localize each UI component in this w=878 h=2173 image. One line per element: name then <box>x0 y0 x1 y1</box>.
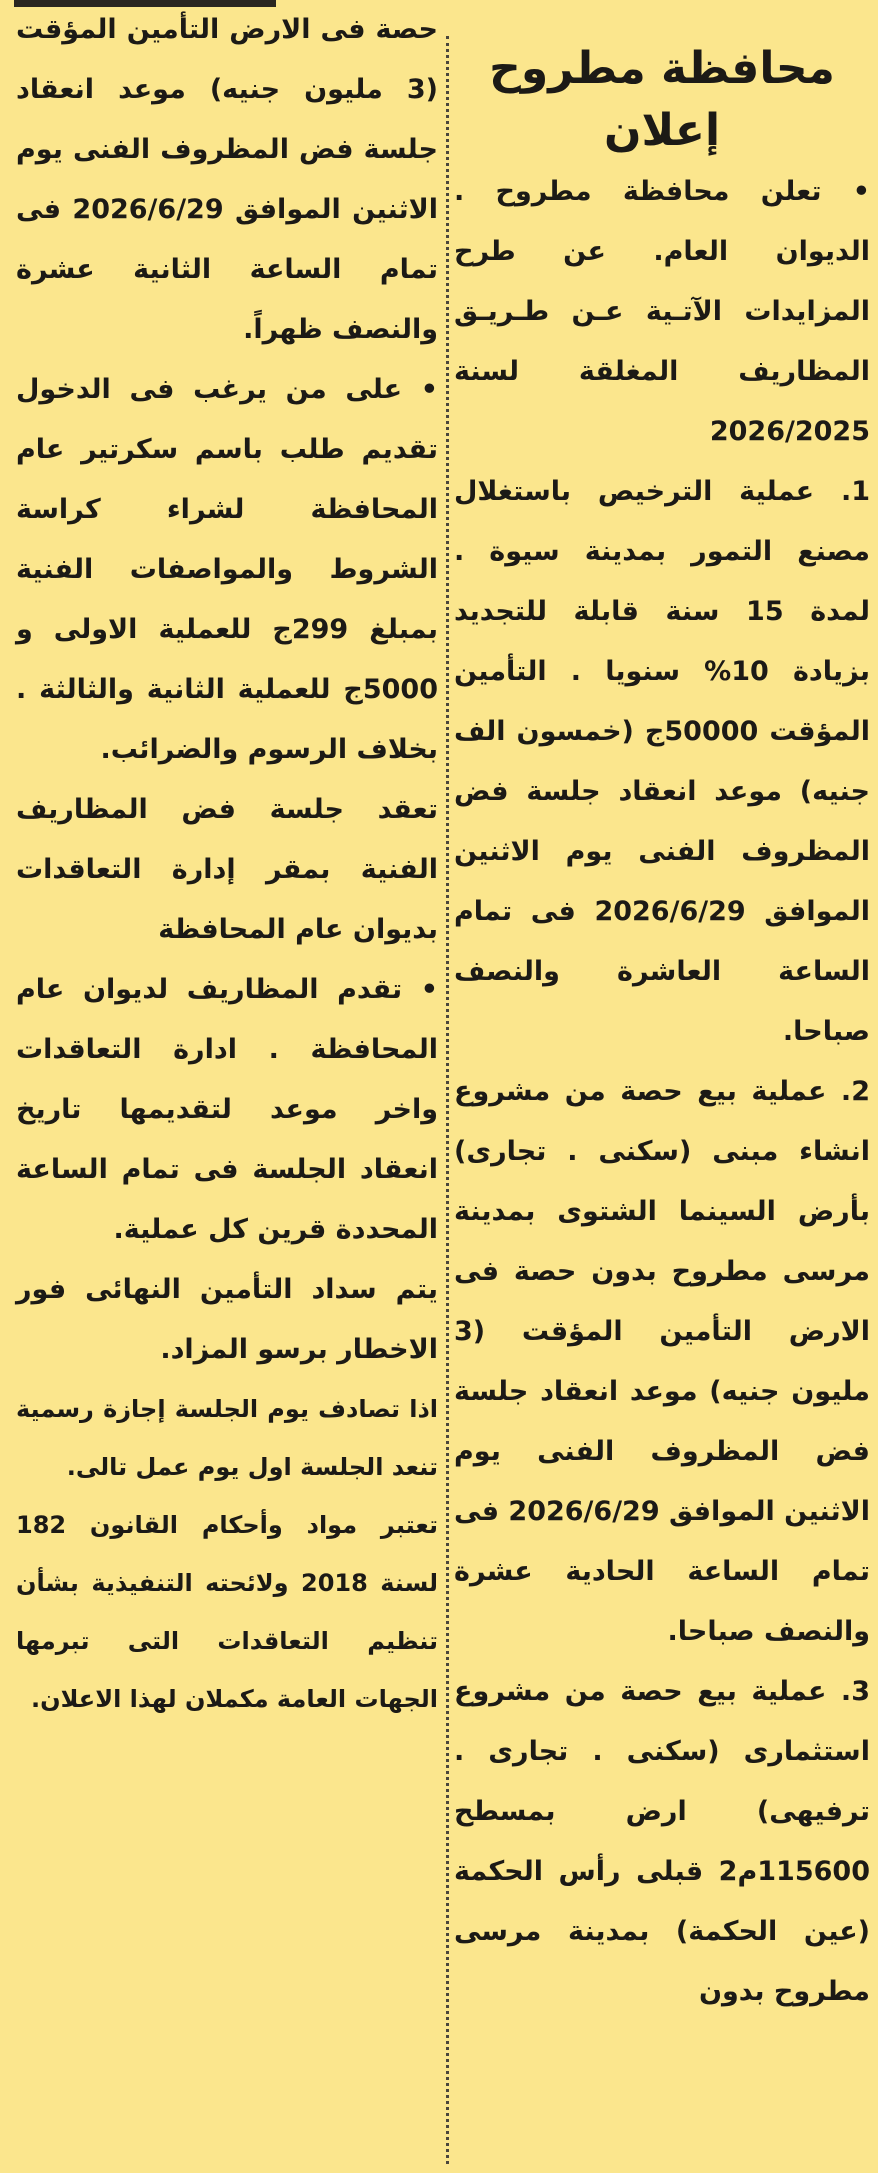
item-3-paragraph: 3. عملية بيع حصة من مشروع استثمارى (سكنى . تجارى . ترفيهى) ارض بمسطح 115600م2 قبلى رأس الحكمة (عين الحكمة) بمدينة مرسى مطروح بدون <box>454 1676 870 2007</box>
left-column <box>16 0 438 1728</box>
bidding-documents-paragraph: • على من يرغب فى الدخول تقديم طلب باسم سكرتير عام المحافظة لشراء كراسة الشروط والمواصفات الفنية بمبلغ 299ج للعملية الاولى و 5000ج للعملية الثانية والثالثة . بخلاف الرسوم والضرائب. <box>16 374 438 765</box>
column-divider <box>446 36 449 2164</box>
holiday-note-paragraph: اذا تصادف يوم الجلسة إجازة رسمية تنعد الجلسة اول يوم عمل تالى. <box>16 1395 438 1481</box>
item-2-paragraph: 2. عملية بيع حصة من مشروع انشاء مبنى (سكنى . تجارى) بأرض السينما الشتوى بمدينة مرسى مطروح بدون حصة فى الارض التأمين المؤقت (3 مليون جنيه) موعد انعقاد جلسة فض المظروف الفنى يوم الاثنين الموافق 2026/6/29 فى تمام الساعة الحادية عشرة والنصف صباحا. <box>454 1076 870 1647</box>
submission-paragraph: • تقدم المظاريف لديوان عام المحافظة . ادارة التعاقدات واخر موعد لتقديمها تاريخ انعقاد الجلسة فى تمام الساعة المحددة قرين كل عملية. <box>16 974 438 1245</box>
announcement-title: محافظة مطروح <box>489 43 835 94</box>
right-column <box>454 0 870 2022</box>
intro-paragraph: • تعلن محافظة مطروح . الديوان العام. عن طرح المزايدات الآتـية عـن طـريـق المظاريف المغلقة لسنة 2026/2025 <box>454 176 870 447</box>
announcement-subtitle: إعلان <box>603 105 721 156</box>
item-3-continuation: حصة فى الارض التأمين المؤقت (3 مليون جنيه) موعد انعقاد جلسة فض المظروف الفنى يوم الاثنين الموافق 2026/6/29 فى تمام الساعة الثانية عشرة والنصف ظهراً. <box>16 14 438 345</box>
law-reference-paragraph: تعتبر مواد وأحكام القانون 182 لسنة 2018 ولائحته التنفيذية بشأن تنظيم التعاقدات التى تبرمها الجهات العامة مكملان لهذا الاعلان. <box>16 1511 439 1713</box>
item-1-paragraph: 1. عملية الترخيص باستغلال مصنع التمور بمدينة سيوة . لمدة 15 سنة قابلة للتجديد بزيادة 10% سنويا . التأمين المؤقت 50000ج (خمسون الف جنيه) موعد انعقاد جلسة فض المظروف الفنى يوم الاثنين الموافق 2026/6/29 فى تمام الساعة العاشرة والنصف صباحا. <box>454 476 871 1047</box>
final-insurance-paragraph: يتم سداد التأمين النهائى فور الاخطار برسو المزاد. <box>16 1274 438 1365</box>
session-location-paragraph: تعقد جلسة فض المظاريف الفنية بمقر إدارة التعاقدات بديوان عام المحافظة <box>16 794 438 945</box>
